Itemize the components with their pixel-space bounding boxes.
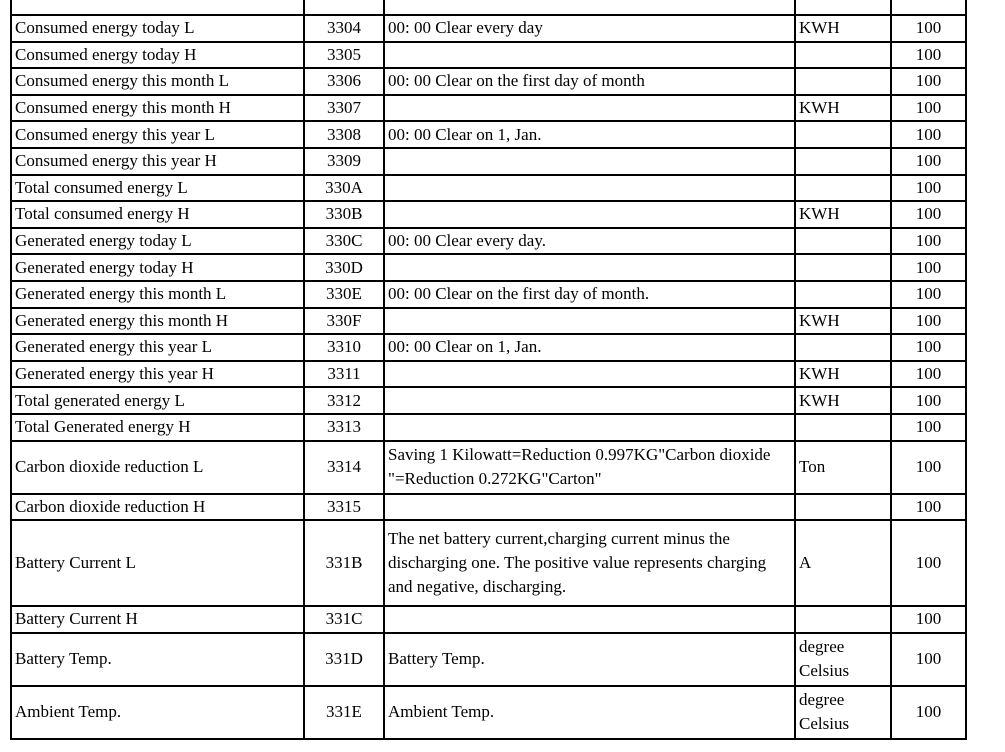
parameter-name-cell: Consumed energy today H	[11, 42, 304, 69]
description-cell: The net battery current,charging current minus the discharging one. The positive value represents charging and negative, discharging.	[384, 520, 795, 606]
register-table-body	[11, 0, 966, 739]
description-cell	[384, 42, 795, 69]
cell-empty	[384, 0, 795, 15]
description-cell: Saving 1 Kilowatt=Reduction 0.997KG"Carbon dioxide "=Reduction 0.272KG"Carton"	[384, 441, 795, 494]
unit-cell	[795, 334, 891, 361]
table-row	[11, 95, 966, 122]
table-row	[11, 15, 966, 42]
ratio-cell: 100	[891, 361, 966, 388]
description-cell	[384, 95, 795, 122]
table-row	[11, 361, 966, 388]
register-address-cell: 331C	[304, 606, 384, 633]
unit-cell	[795, 68, 891, 95]
table-row	[11, 441, 966, 494]
unit-cell	[795, 494, 891, 521]
parameter-name-cell: Consumed energy this year H	[11, 148, 304, 175]
register-address-cell: 3304	[304, 15, 384, 42]
description-cell	[384, 175, 795, 202]
ratio-cell: 100	[891, 68, 966, 95]
register-address-cell: 3306	[304, 68, 384, 95]
table-row	[11, 308, 966, 335]
ratio-cell: 100	[891, 414, 966, 441]
register-address-cell: 331B	[304, 520, 384, 606]
table-row	[11, 633, 966, 686]
cell-empty	[11, 0, 304, 15]
table-row	[11, 334, 966, 361]
ratio-cell: 100	[891, 121, 966, 148]
unit-cell: KWH	[795, 387, 891, 414]
description-cell: Ambient Temp.	[384, 686, 795, 739]
ratio-cell: 100	[891, 606, 966, 633]
table-row	[11, 175, 966, 202]
description-cell	[384, 387, 795, 414]
table-row	[11, 387, 966, 414]
parameter-name-cell: Consumed energy this month H	[11, 95, 304, 122]
unit-cell: degree Celsius	[795, 633, 891, 686]
ratio-cell: 100	[891, 15, 966, 42]
unit-cell: KWH	[795, 95, 891, 122]
unit-cell: Ton	[795, 441, 891, 494]
ratio-cell: 100	[891, 175, 966, 202]
description-cell: 00: 00 Clear on the first day of month.	[384, 281, 795, 308]
parameter-name-cell: Generated energy this month L	[11, 281, 304, 308]
register-address-cell: 330F	[304, 308, 384, 335]
ratio-cell: 100	[891, 686, 966, 739]
parameter-name-cell: Consumed energy this month L	[11, 68, 304, 95]
register-address-cell: 330C	[304, 228, 384, 255]
unit-cell	[795, 414, 891, 441]
parameter-name-cell: Consumed energy today L	[11, 15, 304, 42]
register-address-cell: 3308	[304, 121, 384, 148]
parameter-name-cell: Battery Temp.	[11, 633, 304, 686]
description-cell: 00: 00 Clear every day	[384, 15, 795, 42]
description-cell	[384, 148, 795, 175]
description-cell: 00: 00 Clear every day.	[384, 228, 795, 255]
parameter-name-cell: Generated energy this year L	[11, 334, 304, 361]
description-cell	[384, 361, 795, 388]
register-address-cell: 3311	[304, 361, 384, 388]
ratio-cell: 100	[891, 520, 966, 606]
table-row	[11, 414, 966, 441]
table-row	[11, 228, 966, 255]
table-row	[11, 42, 966, 69]
parameter-name-cell: Generated energy this month H	[11, 308, 304, 335]
ratio-cell: 100	[891, 441, 966, 494]
unit-cell	[795, 148, 891, 175]
description-cell	[384, 308, 795, 335]
unit-cell: A	[795, 520, 891, 606]
register-address-cell: 3310	[304, 334, 384, 361]
description-cell: 00: 00 Clear on the first day of month	[384, 68, 795, 95]
parameter-name-cell: Total Generated energy H	[11, 414, 304, 441]
parameter-name-cell: Total consumed energy H	[11, 201, 304, 228]
ratio-cell: 100	[891, 228, 966, 255]
unit-cell	[795, 281, 891, 308]
unit-cell: degree Celsius	[795, 686, 891, 739]
ratio-cell: 100	[891, 308, 966, 335]
description-cell	[384, 606, 795, 633]
register-address-cell: 3305	[304, 42, 384, 69]
table-row	[11, 686, 966, 739]
register-address-cell: 3313	[304, 414, 384, 441]
description-cell	[384, 414, 795, 441]
register-address-cell: 330D	[304, 254, 384, 281]
ratio-cell: 100	[891, 281, 966, 308]
unit-cell: KWH	[795, 201, 891, 228]
unit-cell	[795, 228, 891, 255]
cell-empty	[304, 0, 384, 15]
table-row-top-stub	[11, 0, 966, 15]
ratio-cell: 100	[891, 42, 966, 69]
register-address-cell: 331D	[304, 633, 384, 686]
parameter-name-cell: Generated energy this year H	[11, 361, 304, 388]
register-address-cell: 3307	[304, 95, 384, 122]
parameter-name-cell: Total generated energy L	[11, 387, 304, 414]
parameter-name-cell: Ambient Temp.	[11, 686, 304, 739]
parameter-name-cell: Battery Current H	[11, 606, 304, 633]
table-row	[11, 68, 966, 95]
cell-empty	[795, 0, 891, 15]
table-row	[11, 121, 966, 148]
register-address-cell: 3315	[304, 494, 384, 521]
register-address-cell: 330A	[304, 175, 384, 202]
ratio-cell: 100	[891, 254, 966, 281]
table-row	[11, 254, 966, 281]
unit-cell	[795, 121, 891, 148]
cell-empty	[891, 0, 966, 15]
register-address-cell: 330E	[304, 281, 384, 308]
unit-cell: KWH	[795, 15, 891, 42]
ratio-cell: 100	[891, 633, 966, 686]
parameter-name-cell: Carbon dioxide reduction L	[11, 441, 304, 494]
table-row	[11, 520, 966, 606]
parameter-name-cell: Battery Current L	[11, 520, 304, 606]
description-cell	[384, 254, 795, 281]
ratio-cell: 100	[891, 95, 966, 122]
parameter-name-cell: Generated energy today H	[11, 254, 304, 281]
register-address-cell: 330B	[304, 201, 384, 228]
ratio-cell: 100	[891, 201, 966, 228]
register-table	[10, 0, 967, 740]
description-cell: 00: 00 Clear on 1, Jan.	[384, 334, 795, 361]
ratio-cell: 100	[891, 148, 966, 175]
ratio-cell: 100	[891, 494, 966, 521]
parameter-name-cell: Carbon dioxide reduction H	[11, 494, 304, 521]
unit-cell	[795, 42, 891, 69]
table-row	[11, 494, 966, 521]
description-cell	[384, 201, 795, 228]
register-address-cell: 331E	[304, 686, 384, 739]
register-address-cell: 3314	[304, 441, 384, 494]
parameter-name-cell: Consumed energy this year L	[11, 121, 304, 148]
ratio-cell: 100	[891, 334, 966, 361]
ratio-cell: 100	[891, 387, 966, 414]
description-cell	[384, 494, 795, 521]
unit-cell	[795, 175, 891, 202]
description-cell: 00: 00 Clear on 1, Jan.	[384, 121, 795, 148]
unit-cell: KWH	[795, 361, 891, 388]
table-row	[11, 281, 966, 308]
register-address-cell: 3312	[304, 387, 384, 414]
parameter-name-cell: Generated energy today L	[11, 228, 304, 255]
register-address-cell: 3309	[304, 148, 384, 175]
description-cell: Battery Temp.	[384, 633, 795, 686]
unit-cell	[795, 254, 891, 281]
table-row	[11, 606, 966, 633]
table-row	[11, 201, 966, 228]
unit-cell	[795, 606, 891, 633]
unit-cell: KWH	[795, 308, 891, 335]
parameter-name-cell: Total consumed energy L	[11, 175, 304, 202]
table-row	[11, 148, 966, 175]
